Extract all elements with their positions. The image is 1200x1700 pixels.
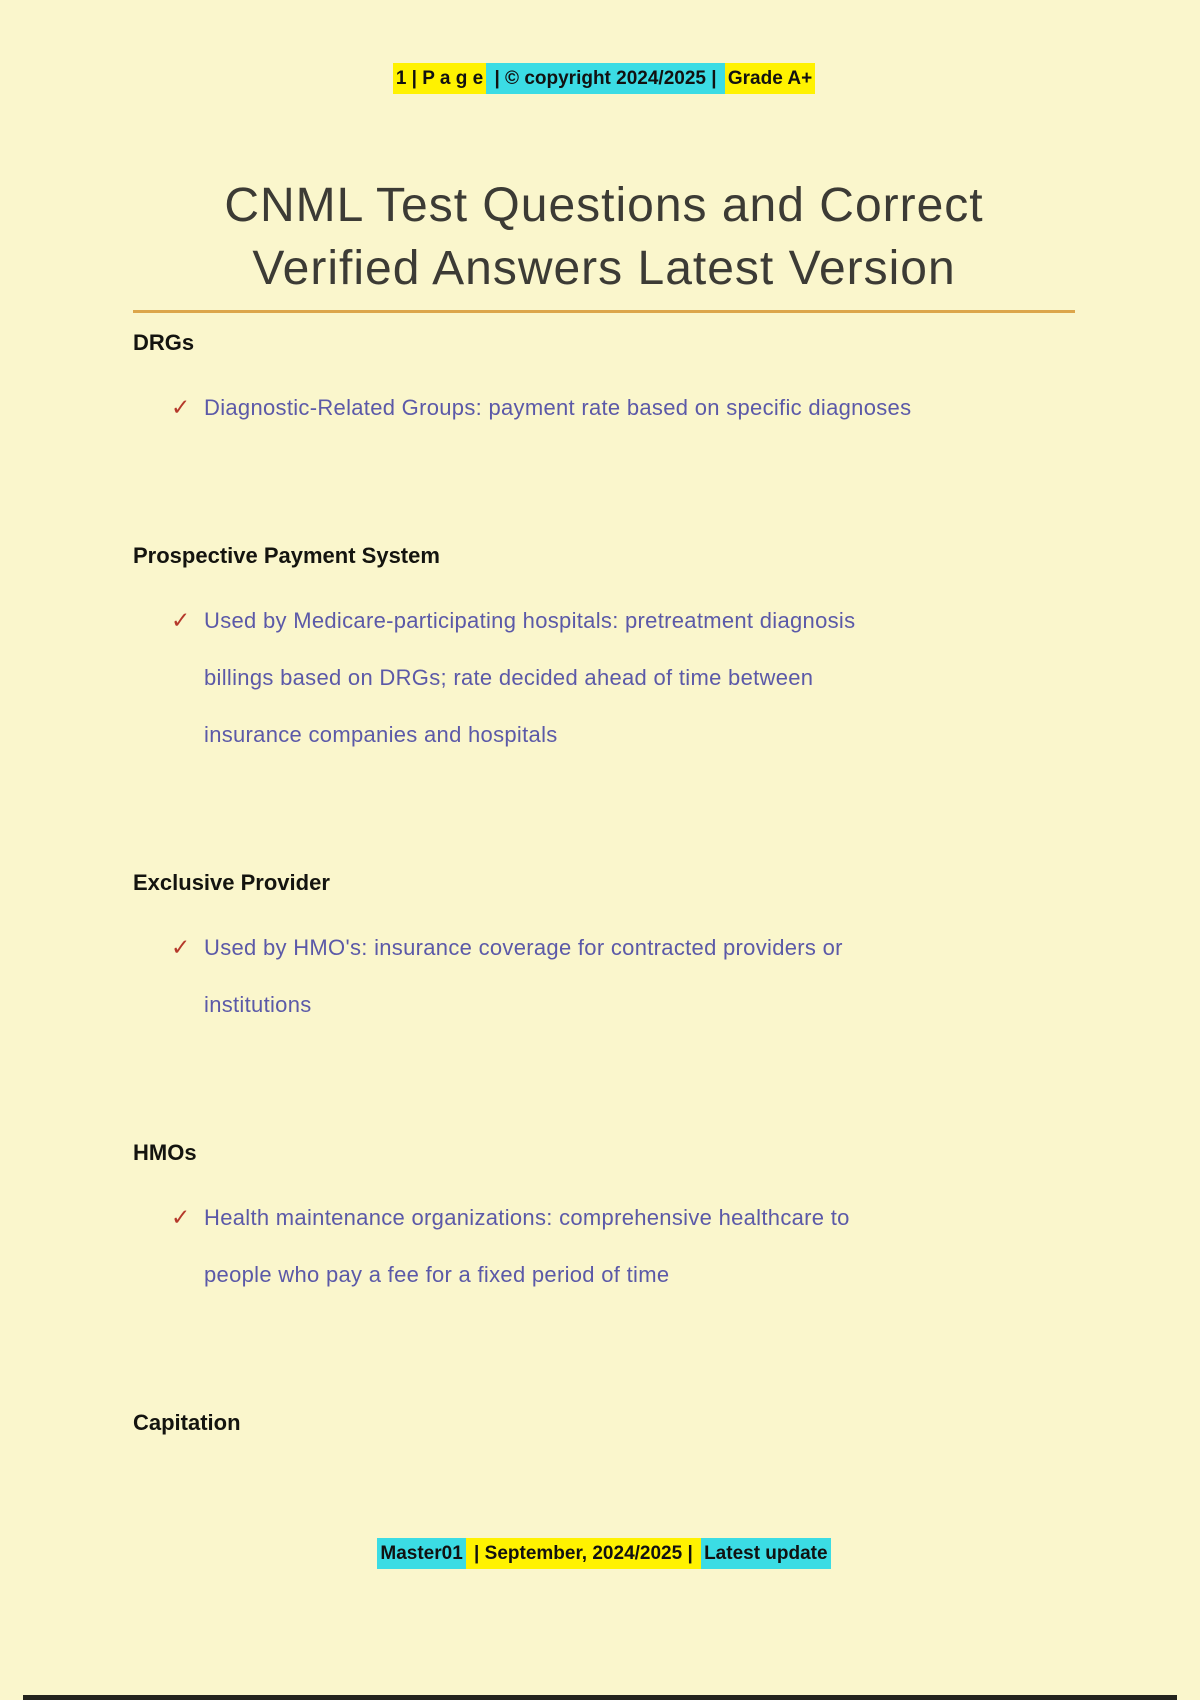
author-label: Master01 <box>377 1538 465 1569</box>
checkmark-icon: ✓ <box>171 394 191 420</box>
document-title <box>133 174 1075 300</box>
title-divider <box>133 310 1075 313</box>
answer-list <box>133 919 1075 1033</box>
update-badge: Latest update <box>701 1538 831 1569</box>
qa-section <box>133 542 1075 763</box>
bottom-border <box>23 1695 1177 1700</box>
sections-container <box>133 329 1075 1437</box>
qa-section <box>133 1409 1075 1437</box>
term-heading: DRGs <box>133 330 195 355</box>
answer-list <box>133 592 1075 763</box>
answer-line: people who pay a fee for a fixed period of time <box>204 1262 670 1287</box>
checkmark-icon: ✓ <box>171 1204 191 1230</box>
document-title-line2: Verified Answers Latest Version <box>252 242 956 295</box>
answer-line: billings based on DRGs; rate decided ahead of time between <box>204 665 814 690</box>
document-title-line1: CNML Test Questions and Correct <box>224 179 984 232</box>
answer-item <box>133 379 1075 436</box>
checkmark-icon: ✓ <box>171 934 191 960</box>
answer-item <box>133 919 1075 1033</box>
qa-section <box>133 329 1075 436</box>
answer-line: Health maintenance organizations: comprehensive healthcare to <box>204 1205 850 1230</box>
answer-line: Used by HMO's: insurance coverage for contracted providers or <box>204 935 843 960</box>
page-header <box>133 0 1075 90</box>
term-heading: Prospective Payment System <box>133 543 440 568</box>
answer-list <box>133 379 1075 436</box>
page-number-label: 1 | P a g e <box>393 63 486 94</box>
answer-line: insurance companies and hospitals <box>204 722 558 747</box>
term-heading: HMOs <box>133 1140 197 1165</box>
answer-text <box>204 919 843 1033</box>
answer-item <box>133 592 1075 763</box>
answer-text <box>204 1189 850 1303</box>
answer-line: institutions <box>204 992 312 1017</box>
answer-line: Used by Medicare-participating hospitals: pretreatment diagnosis <box>204 608 856 633</box>
answer-line: Diagnostic-Related Groups: payment rate based on specific diagnoses <box>204 395 912 420</box>
grade-badge: Grade A+ <box>725 63 815 94</box>
qa-section <box>133 1139 1075 1303</box>
date-label: | September, 2024/2025 | <box>466 1538 701 1569</box>
qa-section <box>133 869 1075 1033</box>
checkmark-icon: ✓ <box>171 607 191 633</box>
answer-text <box>204 379 911 436</box>
copyright-label: | © copyright 2024/2025 | <box>486 63 725 94</box>
term-heading: Capitation <box>133 1410 241 1435</box>
answer-item <box>133 1189 1075 1303</box>
answer-list <box>133 1189 1075 1303</box>
page-footer <box>133 1543 1075 1565</box>
term-heading: Exclusive Provider <box>133 870 330 895</box>
answer-text <box>204 592 855 763</box>
